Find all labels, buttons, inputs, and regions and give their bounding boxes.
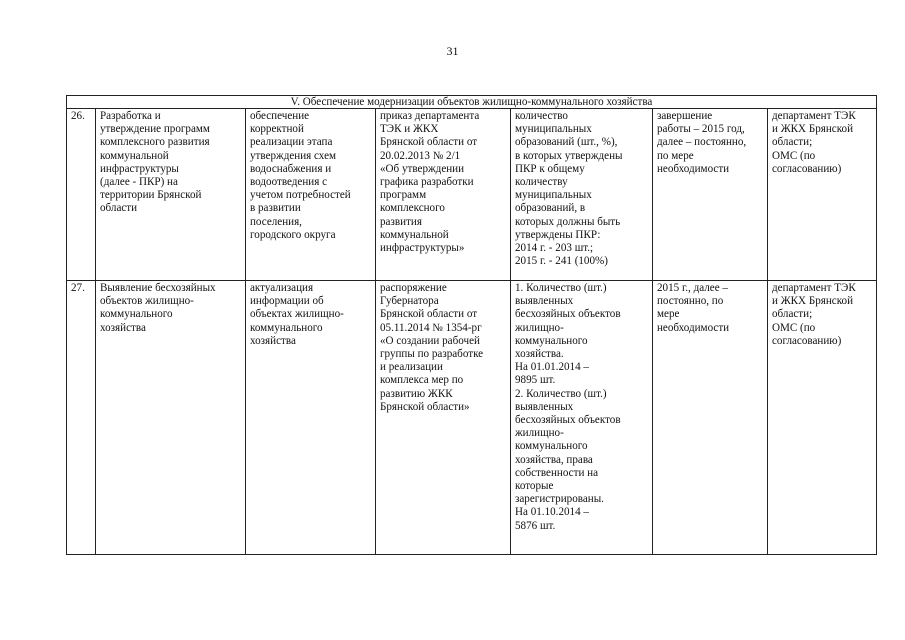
activity-cell: Разработка и утверждение программ комплексного развития коммунальной инфраструктуры (далее - ПКР) на территории Брянской области bbox=[96, 109, 246, 281]
document-cell: распоряжение Губернатора Брянской области от 05.11.2014 № 1354-рг «О создании рабочей группы по разработке и реализации комплекса мер по развитию ЖКК Брянской области» bbox=[376, 281, 511, 555]
activity-cell: Выявление бесхозяйных объектов жилищно- коммунального хозяйства bbox=[96, 281, 246, 555]
document-cell: приказ департамента ТЭК и ЖКХ Брянской области от 20.02.2013 № 2/1 «Об утверждении графика разработки программ комплексного развития коммунальной инфраструктуры» bbox=[376, 109, 511, 281]
section-title: V. Обеспечение модернизации объектов жилищно-коммунального хозяйства bbox=[67, 96, 877, 109]
row-number: 26. bbox=[67, 109, 96, 281]
row-number: 27. bbox=[67, 281, 96, 555]
responsible-cell: департамент ТЭК и ЖКХ Брянской области; ОМС (по согласованию) bbox=[768, 109, 877, 281]
indicator-cell: 1. Количество (шт.) выявленных бесхозяйных объектов жилищно- коммунального хозяйства. На 01.01.2014 – 9895 шт. 2. Количество (шт.) выявленных бесхозяйных объектов жилищно- коммунального хозяйства, права собственности на которые зарегистрированы. На 01.10.2014 – 5876 шт. bbox=[511, 281, 653, 555]
deadline-cell: завершение работы – 2015 год, далее – постоянно, по мере необходимости bbox=[653, 109, 768, 281]
table-row bbox=[67, 109, 877, 281]
measures-table bbox=[66, 95, 877, 555]
table-row bbox=[67, 281, 877, 555]
indicator-cell: количество муниципальных образований (шт., %), в которых утверждены ПКР к общему количеству муниципальных образований, в которых должны быть утверждены ПКР: 2014 г. - 203 шт.; 2015 г. - 241 (100%) bbox=[511, 109, 653, 281]
responsible-cell: департамент ТЭК и ЖКХ Брянской области; ОМС (по согласованию) bbox=[768, 281, 877, 555]
goal-cell: актуализация информации об объектах жилищно- коммунального хозяйства bbox=[246, 281, 376, 555]
page-number: 31 bbox=[446, 44, 459, 58]
goal-cell: обеспечение корректной реализации этапа утверждения схем водоснабжения и водоотведения с учетом потребностей в развитии поселения, городского округа bbox=[246, 109, 376, 281]
deadline-cell: 2015 г., далее – постоянно, по мере необходимости bbox=[653, 281, 768, 555]
section-header-row bbox=[67, 96, 877, 109]
